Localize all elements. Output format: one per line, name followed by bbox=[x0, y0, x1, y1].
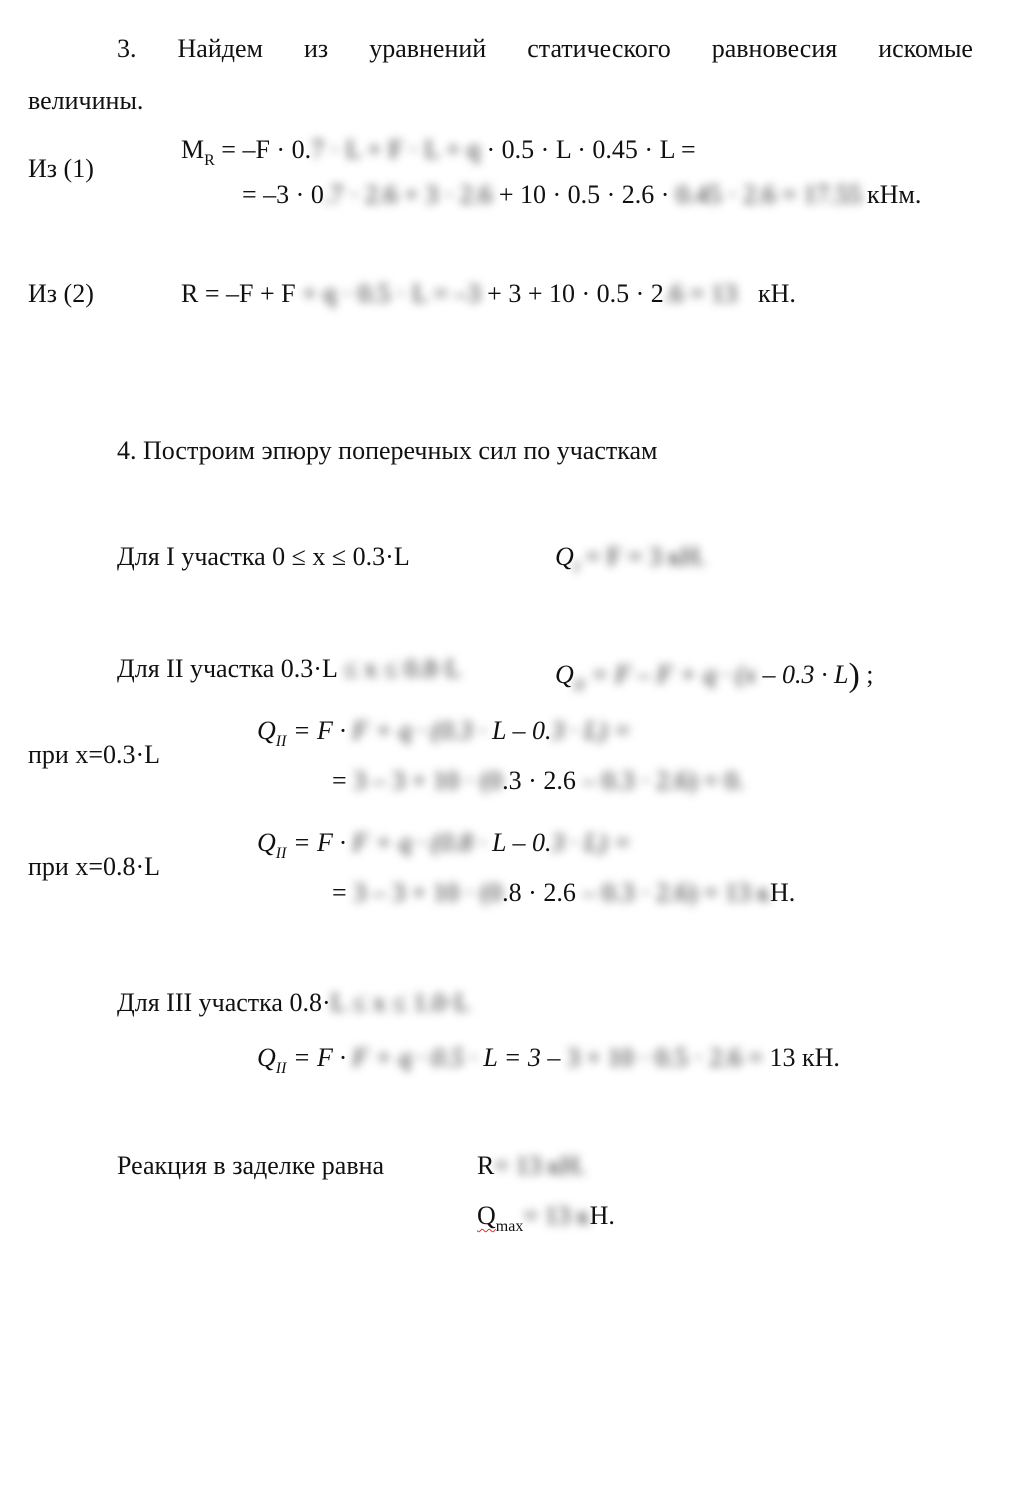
eq1-line1-text: = –F · 0. bbox=[214, 135, 312, 164]
eq2-blurred: + q · 0.5 · L = –3 bbox=[302, 279, 481, 308]
qmax-blurred: = 13 к bbox=[523, 1201, 590, 1230]
q-subscript: II bbox=[275, 845, 287, 862]
step3-word: искомые bbox=[878, 34, 973, 63]
qmax-value bbox=[477, 1201, 615, 1235]
step3-word: уравнений bbox=[369, 34, 487, 63]
eq1-line2-text-mid: + 10 · 0.5 · 2.6 · bbox=[492, 180, 676, 209]
eq1-line2-blurred: .7 · 2.6 + 3 · 2.6 bbox=[323, 180, 493, 209]
section1-blurred: = F = 3 кН. bbox=[579, 542, 707, 571]
eq1-line1-text-end: · 0.5 · L · 0.45 · L = bbox=[480, 135, 696, 164]
x03-line2-text: = bbox=[332, 766, 354, 795]
reaction-value bbox=[477, 1153, 586, 1179]
eq1-moment-subscript: R bbox=[204, 152, 215, 169]
eq1-line2-blurred-end: 0.45 · 2.6 = 17.55 bbox=[675, 180, 862, 209]
eq2-text: R = –F + F bbox=[181, 279, 303, 308]
section3-label bbox=[117, 990, 470, 1016]
x03-line1-blurred: F + q · (0.3 · bbox=[352, 716, 486, 745]
eq2-blurred-end: .6 = 13 bbox=[663, 279, 737, 308]
eq1-line2-text: = –3 · 0 bbox=[242, 180, 324, 209]
section3-text-mid: L = 3 – bbox=[483, 1043, 561, 1072]
x03-line1 bbox=[257, 716, 632, 750]
section2-formula bbox=[555, 656, 874, 694]
q-symbol: Q bbox=[257, 716, 276, 745]
step3-word: Найдем bbox=[177, 34, 263, 63]
x03-line1-blurred-end: 3 · L) = bbox=[551, 716, 632, 745]
section2-label bbox=[117, 656, 461, 682]
x08-label: при x=0.8·L bbox=[28, 852, 161, 881]
q-symbol: Q bbox=[257, 1043, 276, 1072]
q-subscript: II bbox=[573, 677, 585, 694]
eq1-line1-blurred: 7 · L + F · L + q bbox=[311, 135, 481, 164]
section2-blurred: = F – F + q · (x bbox=[584, 660, 756, 689]
x08-line2-blurred: 3 – 3 + 10 · (0 bbox=[353, 878, 503, 907]
x08-line1-blurred-end: 3 · L) = bbox=[551, 828, 632, 857]
x08-line1 bbox=[257, 828, 632, 862]
section2-formula-tail: – 0.3 · L bbox=[756, 660, 849, 689]
x08-line2-blurred-end: – 0.3 · 2.6) = 13 к bbox=[575, 878, 770, 907]
q-subscript: I bbox=[573, 559, 580, 576]
section3-label-blurred: L ≤ x ≤ 1.0·L bbox=[330, 988, 471, 1017]
eq2-text-mid: + 3 + 10 · 0.5 · 2 bbox=[480, 279, 664, 308]
q-symbol: Q bbox=[555, 542, 574, 571]
qmax-subscript: max bbox=[495, 1218, 524, 1235]
section1-label: Для I участка 0 ≤ x ≤ 0.3·L bbox=[117, 542, 410, 571]
section3-text: = F · bbox=[286, 1043, 353, 1072]
step3-heading bbox=[117, 36, 973, 62]
reaction-label: Реакция в заделке равна bbox=[117, 1151, 385, 1180]
eq1-unit: кНм. bbox=[867, 180, 922, 209]
q-symbol: Q bbox=[257, 828, 276, 857]
x03-line1-text: = F · bbox=[286, 716, 353, 745]
eq1-line2 bbox=[242, 182, 862, 208]
x08-unit: Н. bbox=[769, 878, 796, 907]
x03-line2 bbox=[332, 768, 744, 794]
qmax-q: Q bbox=[477, 1201, 496, 1230]
eq2-label: Из (2) bbox=[28, 279, 94, 308]
reaction-symbol: R bbox=[477, 1151, 495, 1180]
step3-word: 3. bbox=[117, 34, 137, 63]
step3-word: равновесия bbox=[711, 34, 838, 63]
section1-formula bbox=[555, 542, 707, 576]
section3-blurred: F + q · 0.5 · bbox=[352, 1043, 484, 1072]
q-symbol: Q bbox=[555, 660, 574, 689]
x08-line1-blurred: F + q · (0.8 · bbox=[352, 828, 486, 857]
x03-label: при x=0.3·L bbox=[28, 740, 161, 769]
eq2-line bbox=[181, 281, 737, 307]
qmax-symbol bbox=[477, 1201, 524, 1235]
section2-label-blurred: ≤ x ≤ 0.8·L bbox=[336, 654, 462, 683]
section2-label-text: Для II участка 0.3·L bbox=[117, 654, 337, 683]
section3-blurred-end: 3 + 10 · 0.5 · 2.6 = bbox=[560, 1043, 764, 1072]
q-subscript: II bbox=[275, 1060, 287, 1077]
step3-word: статического bbox=[527, 34, 671, 63]
eq1-label: Из (1) bbox=[28, 154, 94, 183]
x08-line1-text-mid: L – 0. bbox=[485, 828, 552, 857]
q-subscript: II bbox=[275, 733, 287, 750]
section2-paren: ) bbox=[848, 657, 860, 694]
x08-line1-text: = F · bbox=[286, 828, 353, 857]
x03-line2-blurred-end: – 0.3 · 2.6) = 0. bbox=[575, 766, 745, 795]
x08-line2-text-mid: .8 · 2.6 bbox=[502, 878, 576, 907]
qmax-unit: Н. bbox=[589, 1201, 615, 1230]
eq2-unit: кН. bbox=[758, 279, 796, 308]
x03-line1-text-mid: L – 0. bbox=[485, 716, 552, 745]
section3-result: 13 кН. bbox=[763, 1043, 840, 1072]
x08-line2-text: = bbox=[332, 878, 354, 907]
x08-line2 bbox=[332, 880, 795, 906]
step3-word: из bbox=[303, 34, 329, 63]
step3-continuation: величины. bbox=[28, 86, 144, 115]
step4-heading: 4. Построим эпюру поперечных сил по участкам bbox=[117, 436, 658, 465]
section2-semicolon: ; bbox=[859, 660, 874, 689]
eq1-moment-symbol: M bbox=[181, 135, 205, 164]
x03-line2-blurred: 3 – 3 + 10 · (0 bbox=[353, 766, 503, 795]
x03-line2-text-mid: .3 · 2.6 bbox=[502, 766, 576, 795]
reaction-blurred: = 13 кН. bbox=[494, 1151, 586, 1180]
section3-formula bbox=[257, 1043, 840, 1077]
section3-label-text: Для III участка 0.8· bbox=[117, 988, 331, 1017]
eq1-line1 bbox=[181, 135, 696, 169]
